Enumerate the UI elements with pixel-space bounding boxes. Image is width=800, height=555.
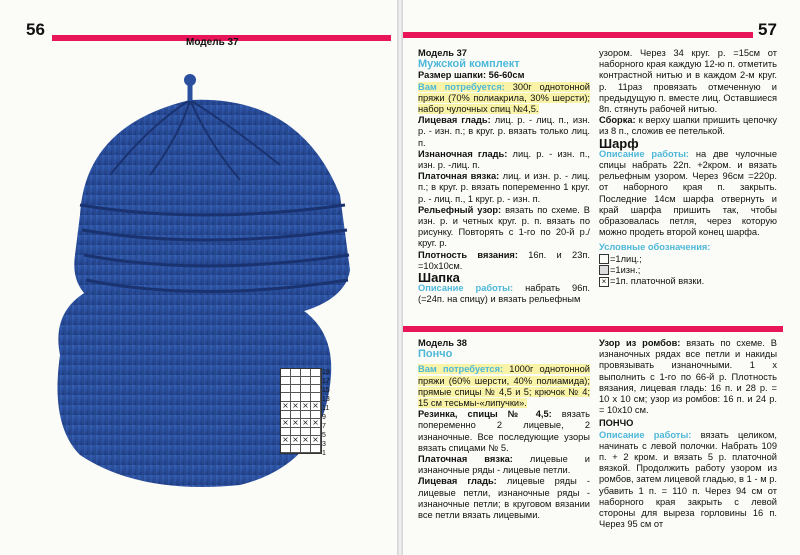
chart-cell: × (281, 402, 291, 411)
chart-cell (301, 377, 311, 385)
chart-cell: × (281, 419, 291, 428)
poncho-work-text: вязать целиком, начинать с левой полочки. Набрать 109 п. + 2 кром. и вязать 5 р. платочной вязкой. Продолжить работу узором из ромбов, затем лицевой гладью, в 1 - м р. убавить 1 п. = 110 п. Через 94 см от наборного края закрыть с левой стороны для выреза горловины 16 п. Через 95 см от (599, 429, 777, 530)
chart-cell (311, 385, 321, 393)
chart-cell (291, 385, 301, 393)
garter-symbol-icon: × (599, 277, 609, 287)
chart-row-number: 17 (322, 378, 330, 385)
chart-cell (311, 369, 321, 377)
need-label: Вам потребуется: (418, 81, 505, 92)
poncho-heading: ПОНЧО (599, 418, 634, 429)
rib-text: вязать попеременно 2 лицевые, 2 изнаночные. Все последующие узоры вязать спицами № 5. (418, 409, 590, 453)
chart-cell: × (291, 436, 301, 445)
gauge-text: 16п. и 23п. =10х10см. (418, 249, 590, 271)
poncho-face-text: лицевые ряды - лицевые петли, изнаночные ряды - изнаночные петли; в круговом вязании все петли вязать лицевыми. (418, 476, 590, 521)
poncho-need-text: 1000г однотонной пряжи (60% шерсти, 40% полиамида); прямые спицы № 4,5 и 5; крючок № 4; 15 см тесьмы-«липучки». (418, 364, 590, 409)
garter-stitch-text: лиц. и изн. р. - лиц. п.; в круг. р. вязать попеременно 1 круг. р. - лиц. п., 1 круг. р. - изн. п. (418, 171, 591, 204)
pink-rule-right-middle (403, 326, 783, 332)
reverse-stitch-label: Изнаночная гладь: (418, 148, 508, 159)
chart-cell (291, 445, 301, 453)
assembly-label: Сборка: (599, 115, 636, 126)
chart-row-number: 13 (322, 396, 330, 403)
model-37-column-1 (418, 48, 590, 306)
poncho-face-label: Лицевая гладь: (418, 476, 497, 487)
chart-cell (301, 369, 311, 377)
chart-row-numbers (322, 368, 342, 458)
hat-size: Размер шапки: 56-60см (418, 70, 525, 81)
face-stitch-text: лиц. р. - лиц. п., изн. р. - изн. п.; в круг. р. вязать только лиц. п. (418, 115, 590, 148)
garter-stitch-label: Платочная вязка: (418, 171, 500, 182)
reverse-stitch-text: лиц. р. - изн. п., изн. р. -лиц. п. (418, 148, 590, 171)
scarf-heading: Шарф (599, 135, 639, 151)
relief-pattern-text: вязать по схеме. В изн. р. и четных круг. р. п. вязать по рисунку. Повторять с 1-го по 20-й р./круг. р. (418, 204, 591, 249)
hat-heading: Шапка (418, 270, 460, 286)
model-title-left: Модель 37 (186, 37, 239, 48)
hat-work-text: набрать 96п. (=24п. на спицу) и вязать рельефным (418, 283, 590, 305)
chart-row-number: 9 (322, 414, 326, 421)
scarf-work-text: на две чулочные спицы набрать 22п. +2кром. и вязать рельефным узором. Через 96см =220р. от наборного края п. закрыть. Последние 14см шарфа отвернуть и край шарфа пришить так, чтобы образовалась петля, через которую можно продеть второй конец шарфа. (599, 148, 777, 238)
chart-cell (291, 377, 301, 385)
model-37-subtitle: Мужской комплект (418, 58, 520, 71)
chart-cell: × (311, 402, 321, 411)
model-38-column-2 (599, 338, 777, 530)
chart-cell: × (301, 436, 311, 445)
chart-cell (281, 385, 291, 393)
chart-row-number: 3 (322, 441, 326, 448)
left-page (0, 0, 397, 555)
chart-row-number: 11 (322, 405, 330, 412)
chart-cell (311, 377, 321, 385)
model-37-column-2 (599, 48, 777, 287)
chart-cell (281, 369, 291, 377)
model-38-column-1 (418, 338, 590, 521)
poncho-work-label: Описание работы: (599, 429, 692, 440)
chart-cell: × (301, 419, 311, 428)
chart-cell (311, 445, 321, 453)
legend-knit: =1лиц.; (610, 253, 642, 264)
knit-symbol-icon (599, 254, 609, 264)
legend-title: Условные обозначения: (599, 242, 711, 253)
diamond-pattern-text: вязать по схеме. В изнаночных рядах все петли и накиды провязывать изнаночными. 1 х выполнить с 1-го по 66-й р. Плотность вязания, лицевая гладь: 16 п. и 28 р. = 10 х 10 см; узор из ромбов: 16 п. и 24 р. = 10х10 см. (599, 338, 778, 416)
chart-row-number: 19 (322, 369, 330, 376)
poncho-garter-label: Платочная вязка: (418, 454, 513, 465)
chart-cell: × (311, 419, 321, 428)
page-number-right: 57 (758, 20, 777, 39)
model-37-title: Модель 37 (418, 48, 467, 58)
chart-cell: × (301, 402, 311, 411)
legend-purl: =1изн.; (610, 264, 641, 275)
poncho-need-label: Вам потребуется: (418, 364, 504, 375)
assembly-text: к верху шапки пришить цепочку из 8 п., сложив ее петелькой. (599, 115, 777, 137)
chart-cell: × (291, 402, 301, 411)
chart-cell: × (281, 436, 291, 445)
hat-work-label: Описание работы: (418, 283, 514, 294)
page-number-left: 56 (26, 20, 45, 39)
scarf-work-label: Описание работы: (599, 148, 690, 159)
chart-cell (301, 445, 311, 453)
chart-cell: × (291, 419, 301, 428)
chart-cell: × (311, 436, 321, 445)
purl-symbol-icon (599, 265, 609, 275)
rib-label: Резинка, спицы № 4,5: (418, 409, 552, 420)
gauge-label: Плотность вязания: (418, 249, 518, 260)
relief-pattern-label: Рельефный узор: (418, 204, 502, 215)
face-stitch-label: Лицевая гладь: (418, 115, 491, 126)
poncho-garter-text: лицевые и изнаночные ряды - лицевые петли. (418, 454, 590, 476)
chart-cell (291, 369, 301, 377)
relief-pattern-chart (280, 368, 322, 454)
chart-row-number: 15 (322, 387, 330, 394)
hat-work-continued: узором. Через 34 круг. р. =15см от наборного края каждую 12-ю п. отметить контрастной нитью и в каждом 2-м круг. р. 11раз провязать отмеченную и предыдущую п. вместе лиц. Оставшиеся 8п. стянуть рабочей нитью. (599, 48, 777, 115)
chart-cell (281, 377, 291, 385)
model-38-subtitle: Пончо (418, 348, 453, 361)
need-text: 300г однотонной пряжи (70% полиакрила, 30% шерсти); набор чулочных спиц №4,5. (418, 81, 590, 115)
diamond-pattern-label: Узор из ромбов: (599, 338, 681, 348)
chart-row-number: 1 (322, 450, 326, 457)
chart-row-number: 7 (322, 423, 326, 430)
chart-row-number: 5 (322, 432, 326, 439)
legend-garter: =1п. платочной вязки. (610, 276, 705, 287)
pink-rule-right-top (403, 32, 753, 38)
model-38-title: Модель 38 (418, 338, 467, 348)
chart-cell (281, 445, 291, 453)
chart-cell (301, 385, 311, 393)
